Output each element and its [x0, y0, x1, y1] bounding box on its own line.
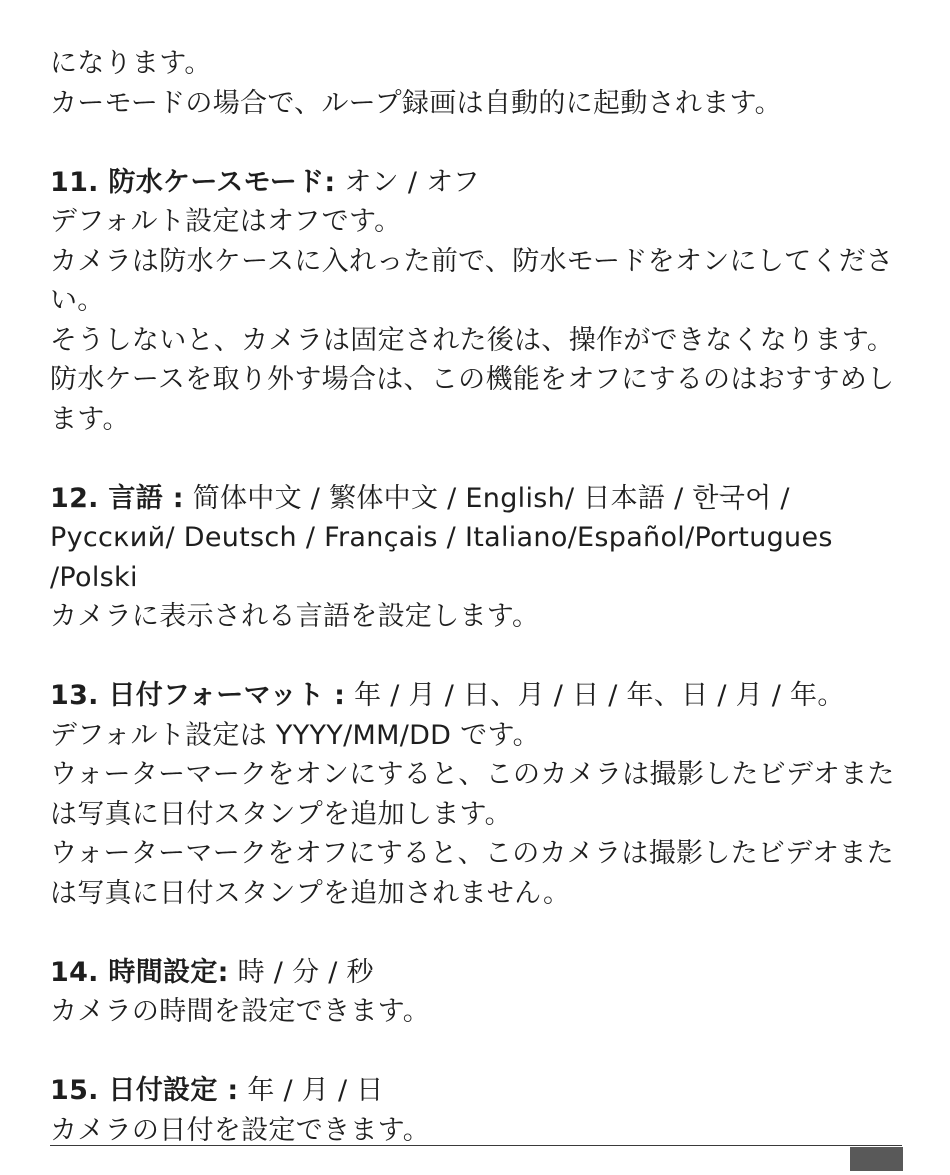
section-heading-label: 11. 防水ケースモード: [50, 166, 336, 198]
section-11-text: デフォルト設定はオフです。 [50, 206, 402, 237]
section-14-text: カメラの時間を設定できます。 [50, 996, 431, 1027]
section-heading-label: 12. 言語 : [50, 482, 184, 514]
section-gap [50, 1032, 910, 1072]
section-gap [50, 123, 910, 163]
section-13-text: デフォルト設定は YYYY/MM/DD です。 [50, 719, 540, 751]
page-number-tab [850, 1147, 903, 1171]
footer-divider [50, 1145, 902, 1146]
section-options: 简体中文 / 繁体中文 / English/ 日本語 / 한국어 / Русский/ Deutsch / Français / Italiano/Español/Portugues /Polski [50, 482, 833, 593]
section-14-heading [50, 953, 910, 993]
section-13-text: ウォーターマークをオフにすると、このカメラは撮影したビデオまたは写真に日付スタンプを追加されません。 [50, 838, 894, 909]
section-gap [50, 913, 910, 953]
section-options: 年 / 月 / 日 [238, 1075, 384, 1106]
section-gap [50, 637, 910, 677]
section-heading-label: 13. 日付フォーマット : [50, 680, 346, 711]
section-11-text: カメラは防水ケースに入れった前で、防水モードをオンにしてください。 [50, 245, 894, 316]
section-heading-label: 15. 日付設定 : [50, 1075, 239, 1106]
section-heading-label: 14. 時間設定: [50, 956, 229, 988]
section-11-heading [50, 163, 910, 203]
section-gap [50, 439, 910, 479]
section-options: 時 / 分 / 秒 [228, 956, 374, 988]
section-12-heading [50, 479, 910, 598]
manual-page-content [50, 44, 910, 1150]
section-11-text: そうしないと、カメラは固定された後は、操作ができなくなります。 [50, 324, 895, 356]
section-11-text: 防水ケースを取り外す場合は、この機能をオフにするのはおすすめします。 [50, 364, 895, 435]
section-13-heading [50, 676, 910, 716]
intro-line: カーモードの場合で、ループ録画は自動的に起動されます。 [50, 87, 782, 119]
section-13-text: ウォーターマークをオンにすると、このカメラは撮影したビデオまたは写真に日付スタンプを追加します。 [50, 759, 895, 830]
section-12-text: カメラに表示される言語を設定します。 [50, 601, 540, 632]
section-15-text: カメラの日付を設定できます。 [50, 1114, 431, 1146]
intro-line: になります。 [50, 48, 212, 79]
section-15-heading [50, 1071, 910, 1111]
section-options: 年 / 月 / 日、月 / 日 / 年、日 / 月 / 年。 [345, 680, 845, 711]
section-options: オン / オフ [335, 166, 480, 198]
